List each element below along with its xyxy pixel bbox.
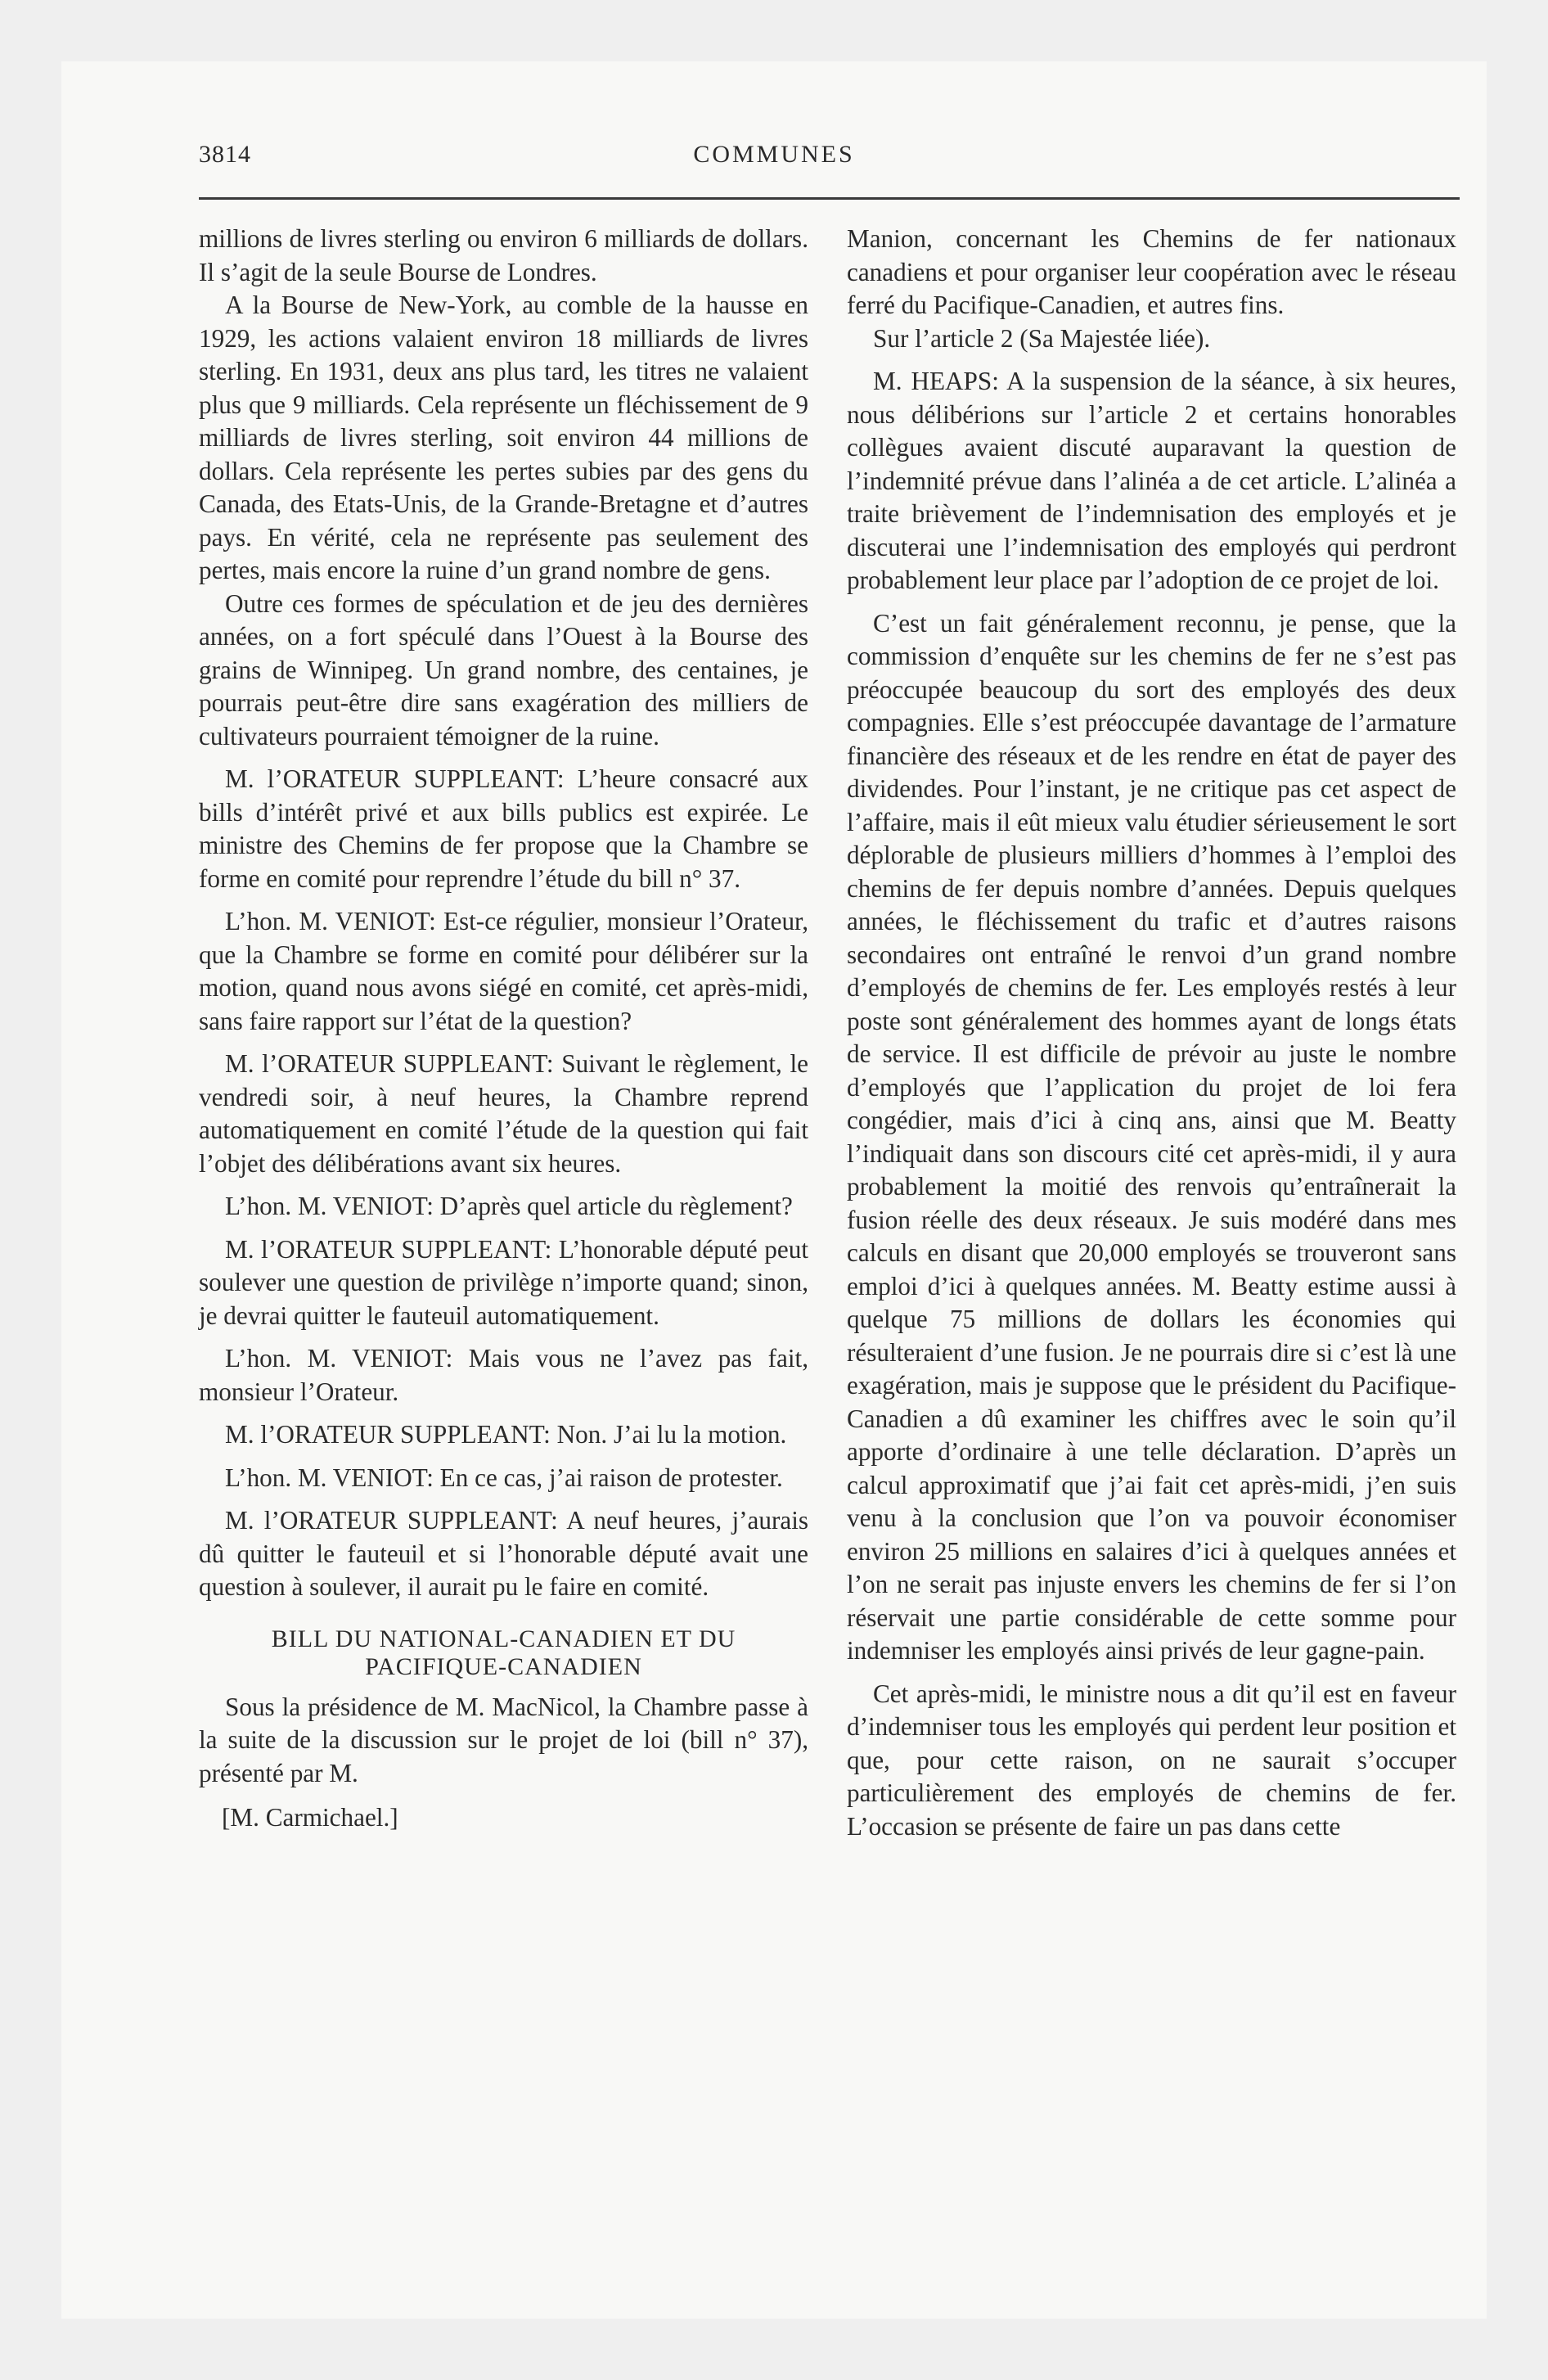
- paragraph: M. l’ORATEUR SUPPLEANT: Suivant le règlement, le vendredi soir, à neuf heures, la Chambre reprend automatiquement en comité l’étude de la question qui fait l’objet des délibérations avant six heures.: [199, 1049, 808, 1178]
- paragraph: M. HEAPS: A la suspension de la séance, à six heures, nous délibérions sur l’article 2 et certains honorables collègues avaient discuté auparavant la question de l’indemnité prévue dans l’alinéa a de cet article. L’alinéa a traite brièvement de l’indemnisation des employés et je discuterai une l’indemnisation des employés qui perdront probablement leur place par l’adoption de ce projet de loi.: [847, 367, 1456, 594]
- paragraph: L’hon. M. VENIOT: Mais vous ne l’avez pas fait, monsieur l’Orateur.: [199, 1344, 808, 1406]
- running-title: COMMUNES: [693, 141, 855, 168]
- right-column: [847, 223, 1456, 1843]
- paragraph: Manion, concernant les Chemins de fer nationaux canadiens et pour organiser leur coopération avec le réseau ferré du Pacifique-Canadien, et autres fins.: [847, 224, 1456, 319]
- paragraph: M. l’ORATEUR SUPPLEANT: A neuf heures, j’aurais dû quitter le fauteuil et si l’honorable député avait une question à soulever, il aurait pu le faire en comité.: [199, 1506, 808, 1601]
- paragraph: Cet après-midi, le ministre nous a dit qu’il est en faveur d’indemniser tous les employés qui perdent leur position et que, pour cette raison, on ne saurait s’occuper particulièrement des employés de chemins de fer. L’occasion se présente de faire un pas dans cette: [847, 1679, 1456, 1841]
- paragraph: M. l’ORATEUR SUPPLEANT: Non. J’ai lu la motion.: [225, 1420, 787, 1449]
- header-rule: [199, 197, 1460, 200]
- paragraph: L’hon. M. VENIOT: Est-ce régulier, monsieur l’Orateur, que la Chambre se forme en comité pour délibérer sur la motion, quand nous avons siégé en comité, cet après-midi, sans faire rapport sur l’état de la question?: [199, 907, 808, 1035]
- paragraph: millions de livres sterling ou environ 6 milliards de dollars. Il s’agit de la seule Bourse de Londres.: [199, 224, 808, 286]
- paragraph: A la Bourse de New-York, au comble de la hausse en 1929, les actions valaient environ 18 milliards de livres sterling. En 1931, deux ans plus tard, les titres ne valaient plus que 9 milliards. Cela représente un fléchissement de 9 milliards de livres sterling, soit environ 44 millions de dollars. Cela représente les pertes subies par des gens du Canada, des Etats-Unis, de la Grande-Bretagne et d’autres pays. En vérité, cela ne représente pas seulement des pertes, mais encore la ruine d’un grand nombre de gens.: [199, 291, 808, 584]
- section-heading: BILL DU NATIONAL-CANADIEN ET DU PACIFIQUE-CANADIEN: [271, 1625, 736, 1680]
- column-signature: [M. Carmichael.]: [222, 1803, 398, 1832]
- paragraph: M. l’ORATEUR SUPPLEANT: L’honorable député peut soulever une question de privilège n’importe quand; sinon, je devrai quitter le fauteuil automatiquement.: [199, 1234, 808, 1330]
- paragraph: Sous la présidence de M. MacNicol, la Chambre passe à la suite de la discussion sur le projet de loi (bill n° 37), présenté par M.: [199, 1692, 808, 1787]
- page-number: 3814: [199, 141, 251, 168]
- paragraph: Outre ces formes de spéculation et de jeu des dernières années, on a fort spéculé dans l’Ouest à la Bourse des grains de Winnipeg. Un grand nombre, des centaines, je pourrais peut-être dire sans exagération des milliers de cultivateurs pourraient témoigner de la ruine.: [199, 588, 808, 751]
- left-column: [199, 223, 808, 1835]
- paragraph: L’hon. M. VENIOT: D’après quel article du règlement?: [225, 1192, 793, 1220]
- page-header: [0, 0, 1548, 213]
- paragraph: C’est un fait généralement reconnu, je pense, que la commission d’enquête sur les chemins de fer ne s’est pas préoccupée beaucoup du sort des employés des deux compagnies. Elle s’est préoccupée davantage de l’armature financière des réseaux et de les rendre en état de payer des dividendes. Pour l’instant, je ne critique pas cet aspect de l’affaire, mais il eût mieux valu étudier sérieusement le sort déplorable de plusieurs milliers d’hommes à l’emploi des chemins de fer depuis nombre d’années. Depuis quelques années, le fléchissement du trafic et d’autres raisons secondaires ont entraîné le renvoi d’un grand nombre d’employés de chemins de fer. Les employés restés à leur poste sont généralement des hommes ayant de longs états de service. Il est difficile de prévoir au juste le nombre d’employés que l’application du projet de loi fera congédier, mais d’ici à cinq ans, ainsi que M. Beatty l’indiquait dans son discours cité cet après-midi, il y aura probablement la moitié des renvois qu’entraînerait la fusion réelle des deux réseaux. Je suis modéré dans mes calculs en disant que 20,000 employés se trouveront sans emploi d’ici à quelques années. M. Beatty estime aussi à quelque 75 millions de dollars les économies qui résulteraient d’une fusion. Je ne pourrais dire si c’est là une exagération, mais je suppose que le président du Pacifique-Canadien a dû examiner les chiffres avec le soin qu’il apporte d’ordinaire à une telle déclaration. D’après un calcul approximatif que j’ai fait cet après-midi, j’en suis venu à la conclusion que l’on va pouvoir économiser environ 25 millions en salaires d’ici à quelques années et l’on ne serait pas injuste envers les chemins de fer si l’on réservait une partie considérable de cette somme pour indemniser les employés ainsi privés de leur gagne-pain.: [847, 608, 1456, 1665]
- paragraph: Sur l’article 2 (Sa Majestée liée).: [873, 323, 1211, 353]
- paragraph: L’hon. M. VENIOT: En ce cas, j’ai raison de protester.: [225, 1463, 783, 1492]
- paragraph: M. l’ORATEUR SUPPLEANT: L’heure consacré aux bills d’intérêt privé et aux bills publics est expirée. Le ministre des Chemins de fer propose que la Chambre se forme en comité pour reprendre l’étude du bill n° 37.: [199, 764, 808, 893]
